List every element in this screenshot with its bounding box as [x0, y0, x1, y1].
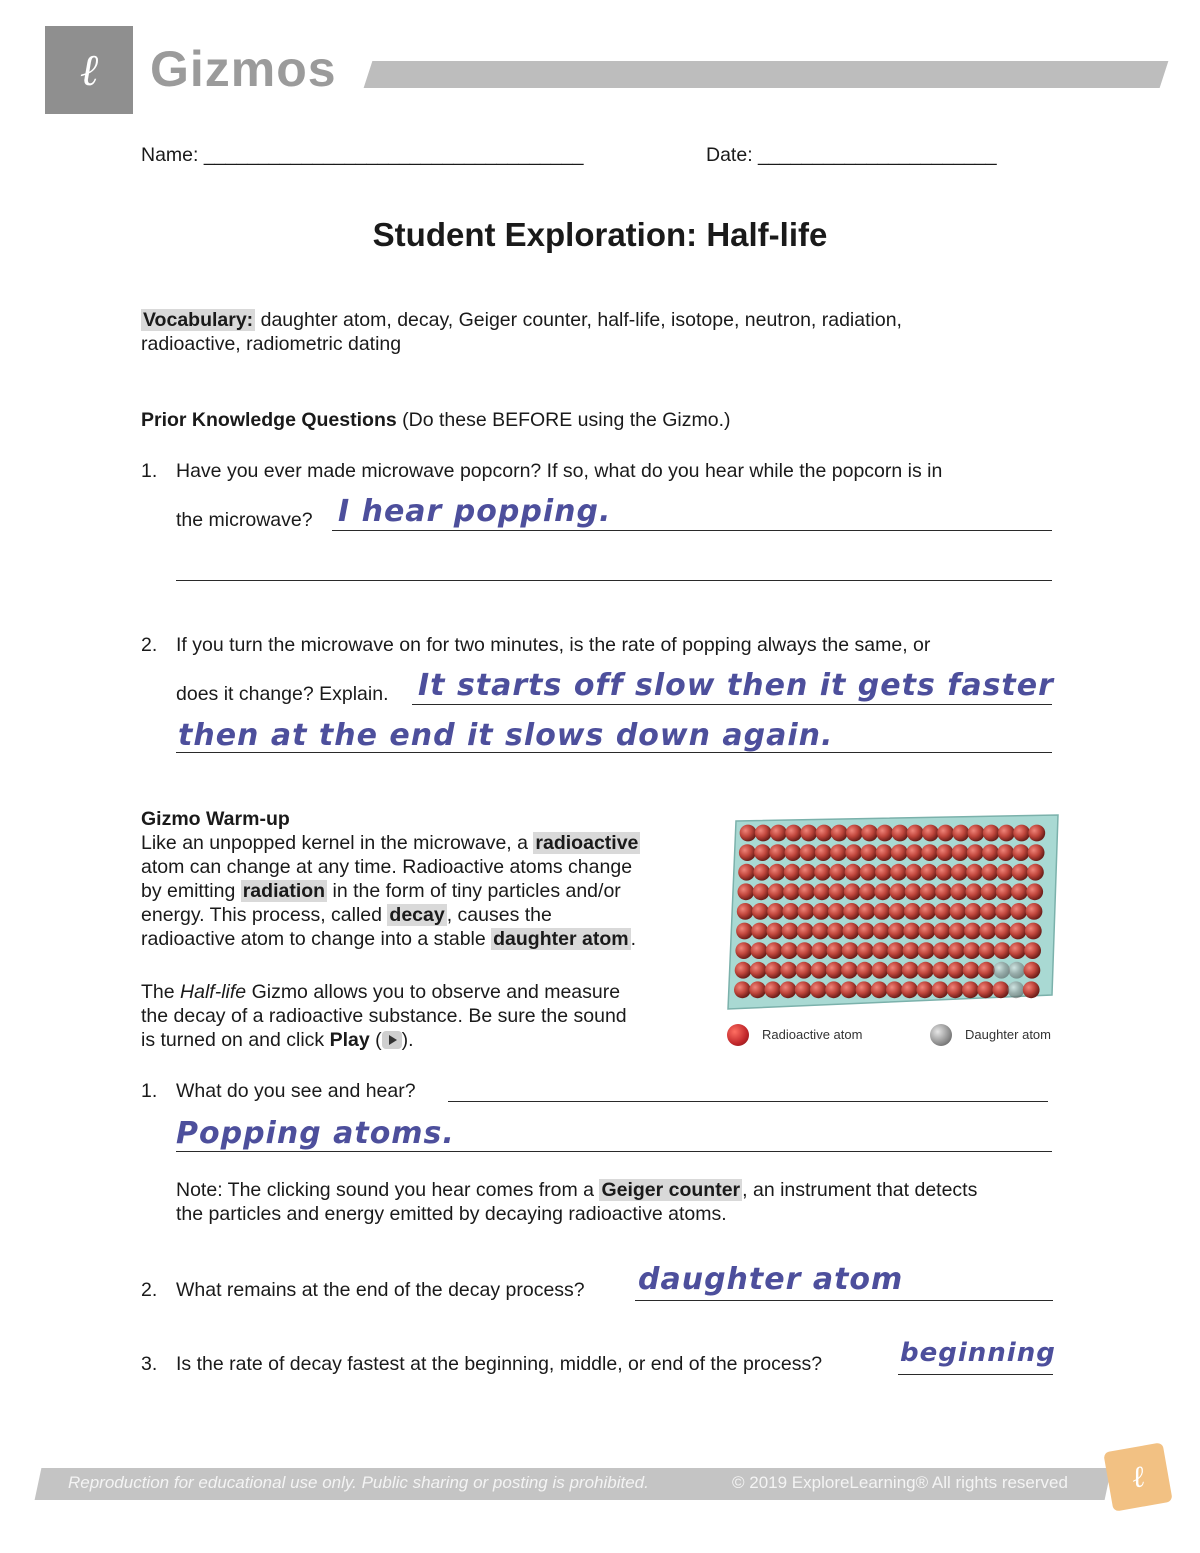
- radioactive-atom: [992, 981, 1009, 998]
- radioactive-atom: [892, 825, 909, 842]
- radioactive-atom: [856, 981, 873, 998]
- radioactive-atom: [978, 962, 995, 979]
- radioactive-atom: [950, 903, 967, 920]
- radioactive-atom: [799, 864, 816, 881]
- warmup-p1-e: energy. This process, called: [141, 904, 382, 926]
- note-b: , an instrument that detects: [742, 1179, 978, 1201]
- gizmo-name: Half-life: [180, 981, 247, 1003]
- radioactive-atom-legend-icon: [727, 1024, 749, 1046]
- radioactive-atom: [737, 903, 754, 920]
- radioactive-atom: [735, 962, 752, 979]
- radioactive-atom: [916, 981, 933, 998]
- radioactive-atom: [871, 981, 888, 998]
- play-label: Play: [329, 1029, 370, 1051]
- radioactive-atom: [770, 825, 787, 842]
- radioactive-atom: [752, 903, 769, 920]
- radioactive-atom: [918, 942, 935, 959]
- radioactive-atom: [861, 825, 878, 842]
- radioactive-atom: [1009, 942, 1026, 959]
- radioactive-atom: [766, 942, 783, 959]
- radioactive-atom: [768, 883, 785, 900]
- warmup-q3-text: Is the rate of decay fastest at the beginning, middle, or end of the process?: [176, 1353, 823, 1375]
- warmup-p2-a: The: [141, 981, 175, 1003]
- radioactive-atom: [919, 923, 936, 940]
- radioactive-atom: [995, 903, 1012, 920]
- radioactive-atom: [875, 864, 892, 881]
- radioactive-atom: [797, 923, 814, 940]
- radioactive-atom: [1011, 883, 1028, 900]
- radioactive-atom: [907, 825, 924, 842]
- radioactive-atom: [967, 844, 984, 861]
- radioactive-atom: [888, 923, 905, 940]
- radioactive-atom: [873, 923, 890, 940]
- radioactive-atom: [937, 825, 954, 842]
- radioactive-atom: [980, 903, 997, 920]
- warmup-p1-d: in the form of tiny particles and/or: [332, 880, 621, 902]
- radioactive-atom: [738, 864, 755, 881]
- radioactive-atom: [997, 844, 1014, 861]
- radioactive-atom: [995, 923, 1012, 940]
- radioactive-atom: [1028, 844, 1045, 861]
- term-radioactive: radioactive: [535, 832, 639, 854]
- radioactive-atom: [780, 962, 797, 979]
- radioactive-atom: [831, 825, 848, 842]
- prior-q1-text: Have you ever made microwave popcorn? If so, what do you hear while the popcorn is in: [176, 460, 943, 482]
- radioactive-atom: [934, 903, 951, 920]
- radioactive-atom: [905, 864, 922, 881]
- radioactive-atom: [1010, 923, 1027, 940]
- radioactive-atom: [948, 942, 965, 959]
- radioactive-atom: [968, 825, 985, 842]
- radioactive-atom: [858, 903, 875, 920]
- radioactive-atom: [901, 981, 918, 998]
- radioactive-atom: [765, 962, 782, 979]
- paren-open: (: [375, 1029, 382, 1051]
- radioactive-atom: [845, 844, 862, 861]
- name-label: Name:: [141, 144, 199, 166]
- radioactive-atom: [754, 844, 771, 861]
- radioactive-atom: [769, 844, 786, 861]
- warmup-q2-answer[interactable]: daughter atom: [638, 1262, 904, 1297]
- warmup-p2-c: the decay of a radioactive substance. Be sure the sound: [141, 1005, 627, 1027]
- warmup-q1-text: What do you see and hear?: [176, 1080, 416, 1102]
- radioactive-atom: [856, 962, 873, 979]
- radioactive-atom: [795, 981, 812, 998]
- radioactive-atom: [981, 864, 998, 881]
- prior-q1-prefix: the microwave?: [176, 509, 313, 531]
- radioactive-atom: [783, 883, 800, 900]
- radioactive-atom: [844, 883, 861, 900]
- radioactive-atom: [983, 825, 1000, 842]
- radioactive-atom: [858, 923, 875, 940]
- radioactive-atom: [753, 864, 770, 881]
- radioactive-atom: [933, 942, 950, 959]
- radioactive-atom: [1024, 962, 1041, 979]
- play-icon[interactable]: [382, 1031, 402, 1049]
- radioactive-atom: [920, 883, 937, 900]
- geiger-note: [176, 1178, 1066, 1226]
- radioactive-atom: [906, 844, 923, 861]
- radioactive-atom: [932, 962, 949, 979]
- radioactive-atom: [994, 942, 1011, 959]
- vocabulary-label: Vocabulary:: [143, 309, 254, 331]
- page-title: Student Exploration: Half-life: [372, 216, 828, 253]
- radioactive-atom: [860, 864, 877, 881]
- radioactive-atom: [814, 883, 831, 900]
- radioactive-atom: [966, 883, 983, 900]
- radioactive-atom: [861, 844, 878, 861]
- prior-q2-text: If you turn the microwave on for two minutes, is the rate of popping always the same, or: [176, 634, 931, 656]
- radioactive-atom: [840, 981, 857, 998]
- legend-daughter-label: Daughter atom: [965, 1027, 1051, 1042]
- radioactive-atom: [811, 942, 828, 959]
- radioactive-atom: [977, 981, 994, 998]
- warmup-q2-line: [635, 1300, 1053, 1301]
- radioactive-atom: [921, 844, 938, 861]
- prior-q2-answer-2[interactable]: then at the end it slows down again.: [178, 718, 834, 753]
- atom-grid-image: [726, 813, 1060, 1013]
- date-row: [706, 143, 997, 167]
- radioactive-atom: [951, 864, 968, 881]
- warmup-q3-answer[interactable]: beginning: [900, 1338, 1056, 1368]
- warmup-p2: [141, 980, 701, 1052]
- vocabulary-line2: radioactive, radiometric dating: [141, 333, 402, 355]
- radioactive-atom: [979, 942, 996, 959]
- date-label: Date:: [706, 144, 753, 166]
- radioactive-atom: [887, 962, 904, 979]
- radioactive-atom: [952, 844, 969, 861]
- date-line: ______________________: [758, 144, 997, 166]
- radioactive-atom: [932, 981, 949, 998]
- radioactive-atom: [828, 903, 845, 920]
- term-decay: decay: [389, 904, 445, 926]
- daughter-atom: [1008, 962, 1025, 979]
- prior-q1-answer-line: [332, 530, 1052, 531]
- radioactive-atom: [784, 864, 801, 881]
- term-daughter-atom: daughter atom: [493, 928, 629, 950]
- radioactive-atom: [1028, 825, 1045, 842]
- radioactive-atom: [1012, 864, 1029, 881]
- radioactive-atom: [1024, 942, 1041, 959]
- radioactive-atom: [782, 903, 799, 920]
- radioactive-atom: [825, 981, 842, 998]
- radioactive-atom: [857, 942, 874, 959]
- radioactive-atom: [996, 883, 1013, 900]
- name-row: [141, 143, 583, 167]
- warmup-p1-g: radioactive atom to change into a stable: [141, 928, 486, 950]
- radioactive-atom: [963, 962, 980, 979]
- radioactive-atom: [812, 923, 829, 940]
- radioactive-atom: [947, 981, 964, 998]
- radioactive-atom: [1026, 903, 1043, 920]
- warmup-p1-f: , causes the: [446, 904, 552, 926]
- radioactive-atom: [785, 825, 802, 842]
- warmup-q1-answer[interactable]: Popping atoms.: [176, 1116, 455, 1151]
- radioactive-atom: [934, 923, 951, 940]
- radioactive-atom: [816, 825, 833, 842]
- radioactive-atom: [749, 981, 766, 998]
- radioactive-atom: [740, 825, 757, 842]
- radioactive-atom: [874, 883, 891, 900]
- radioactive-atom: [810, 981, 827, 998]
- radioactive-atom: [905, 883, 922, 900]
- radioactive-atom: [964, 923, 981, 940]
- explorelearning-logo: ℓ: [45, 26, 133, 114]
- vocabulary: [141, 308, 1061, 356]
- radioactive-atom: [948, 962, 965, 979]
- term-radiation: radiation: [242, 880, 326, 902]
- prior-q1-answer-line2: [176, 580, 1052, 581]
- radioactive-atom: [780, 981, 797, 998]
- radioactive-atom: [891, 844, 908, 861]
- radioactive-atom: [843, 923, 860, 940]
- radioactive-atom: [903, 942, 920, 959]
- radioactive-atom: [936, 864, 953, 881]
- warmup-q3-number: 3.: [141, 1353, 158, 1375]
- radioactive-atom: [841, 962, 858, 979]
- radioactive-atom: [890, 864, 907, 881]
- legend-radioactive-label: Radioactive atom: [762, 1027, 863, 1042]
- radioactive-atom: [800, 844, 817, 861]
- radioactive-atom: [827, 923, 844, 940]
- radioactive-atom: [965, 903, 982, 920]
- radioactive-atom: [751, 942, 768, 959]
- radioactive-atom: [952, 825, 969, 842]
- radioactive-atom: [949, 923, 966, 940]
- radioactive-atom: [829, 864, 846, 881]
- radioactive-atom: [872, 942, 889, 959]
- radioactive-atom: [753, 883, 770, 900]
- radioactive-atom: [917, 962, 934, 979]
- atom-grid: [734, 825, 1045, 999]
- warmup-q3-line: [898, 1374, 1053, 1375]
- header-bar: [364, 61, 1169, 88]
- warmup-p1-a: Like an unpopped kernel in the microwave, a: [141, 832, 528, 854]
- radioactive-atom: [785, 844, 802, 861]
- radioactive-atom: [902, 962, 919, 979]
- radioactive-atom: [886, 981, 903, 998]
- radioactive-atom: [966, 864, 983, 881]
- radioactive-atom: [750, 962, 767, 979]
- daughter-atom: [1008, 981, 1025, 998]
- radioactive-atom: [979, 923, 996, 940]
- footer-disclaimer: Reproduction for educational use only. Public sharing or posting is prohibited.: [68, 1473, 649, 1492]
- radioactive-atom: [859, 883, 876, 900]
- warmup-q1-answer-line: [176, 1151, 1052, 1152]
- radioactive-atom: [736, 923, 753, 940]
- warmup-p1-c: by emitting: [141, 880, 236, 902]
- radioactive-atom: [796, 962, 813, 979]
- prior-q2-answer-1[interactable]: It starts off slow then it gets faster: [418, 668, 1054, 703]
- radioactive-atom: [842, 942, 859, 959]
- warmup-q1-line: [448, 1101, 1048, 1102]
- warmup-p2-d: is turned on and click: [141, 1029, 325, 1051]
- radioactive-atom: [751, 923, 768, 940]
- radioactive-atom: [935, 883, 952, 900]
- warmup-p1-h: .: [630, 928, 636, 950]
- radioactive-atom: [1010, 903, 1027, 920]
- radioactive-atom: [769, 864, 786, 881]
- radioactive-atom: [1013, 825, 1030, 842]
- radioactive-atom: [874, 903, 891, 920]
- radioactive-atom: [890, 883, 907, 900]
- radioactive-atom: [962, 981, 979, 998]
- warmup-p2-b: Gizmo allows you to observe and measure: [251, 981, 621, 1003]
- radioactive-atom: [903, 923, 920, 940]
- radioactive-atom: [767, 903, 784, 920]
- radioactive-atom: [811, 962, 828, 979]
- radioactive-atom: [998, 825, 1015, 842]
- radioactive-atom: [764, 981, 781, 998]
- radioactive-atom: [922, 825, 939, 842]
- prior-q1-answer[interactable]: I hear popping.: [338, 494, 612, 529]
- radioactive-atom: [829, 883, 846, 900]
- radioactive-atom: [889, 903, 906, 920]
- prior-q2-answer-line: [412, 704, 1052, 705]
- radioactive-atom: [876, 825, 893, 842]
- radioactive-atom: [1023, 981, 1040, 998]
- radioactive-atom: [997, 864, 1014, 881]
- radioactive-atom: [1013, 844, 1030, 861]
- prior-heading-row: [141, 408, 731, 432]
- radioactive-atom: [735, 942, 752, 959]
- radioactive-atom: [1026, 883, 1043, 900]
- paren-close: ).: [401, 1029, 414, 1051]
- vocabulary-line1: daughter atom, decay, Geiger counter, half-life, isotope, neutron, radiation,: [260, 309, 902, 331]
- radioactive-atom: [981, 883, 998, 900]
- radioactive-atom: [739, 844, 756, 861]
- radioactive-atom: [830, 844, 847, 861]
- radioactive-atom: [872, 962, 889, 979]
- radioactive-atom: [796, 942, 813, 959]
- prior-q2-prefix: does it change? Explain.: [176, 683, 389, 705]
- radioactive-atom: [738, 883, 755, 900]
- radioactive-atom: [800, 825, 817, 842]
- radioactive-atom: [843, 903, 860, 920]
- radioactive-atom: [876, 844, 893, 861]
- radioactive-atom: [921, 864, 938, 881]
- warmup-p1-b: atom can change at any time. Radioactive atoms change: [141, 856, 633, 878]
- radioactive-atom: [904, 903, 921, 920]
- radioactive-atom: [755, 825, 772, 842]
- daughter-atom: [993, 962, 1010, 979]
- prior-heading: Prior Knowledge Questions: [141, 409, 397, 431]
- warmup-q1-number: 1.: [141, 1080, 158, 1102]
- radioactive-atom: [767, 923, 784, 940]
- name-line: ___________________________________: [203, 144, 584, 166]
- warmup-q2-number: 2.: [141, 1279, 158, 1301]
- radioactive-atom: [982, 844, 999, 861]
- radioactive-atom: [813, 903, 830, 920]
- prior-q1-number: 1.: [141, 460, 158, 482]
- radioactive-atom: [826, 962, 843, 979]
- radioactive-atom: [782, 923, 799, 940]
- note-c: the particles and energy emitted by decaying radioactive atoms.: [176, 1203, 727, 1225]
- footer-logo-icon: ℓ: [1103, 1442, 1173, 1512]
- radioactive-atom: [919, 903, 936, 920]
- radioactive-atom: [846, 825, 863, 842]
- radioactive-atom: [734, 981, 751, 998]
- radioactive-atom: [937, 844, 954, 861]
- note-a: Note: The clicking sound you hear comes from a: [176, 1179, 595, 1201]
- gizmos-brand: Gizmos: [150, 41, 337, 97]
- term-geiger-counter: Geiger counter: [601, 1179, 741, 1201]
- footer-copyright: © 2019 ExploreLearning® All rights reserved: [732, 1473, 1068, 1492]
- warmup-q2-text: What remains at the end of the decay process?: [176, 1279, 585, 1301]
- warmup-heading: Gizmo Warm-up: [141, 808, 290, 830]
- radioactive-atom: [815, 844, 832, 861]
- radioactive-atom: [845, 864, 862, 881]
- radioactive-atom: [798, 883, 815, 900]
- radioactive-atom: [814, 864, 831, 881]
- radioactive-atom: [963, 942, 980, 959]
- radioactive-atom: [781, 942, 798, 959]
- radioactive-atom: [1027, 864, 1044, 881]
- prior-q2-number: 2.: [141, 634, 158, 656]
- radioactive-atom: [827, 942, 844, 959]
- warmup-section: [141, 807, 701, 951]
- daughter-atom-legend-icon: [930, 1024, 952, 1046]
- radioactive-atom: [887, 942, 904, 959]
- radioactive-atom: [1025, 923, 1042, 940]
- radioactive-atom: [950, 883, 967, 900]
- prior-note: (Do these BEFORE using the Gizmo.): [402, 409, 731, 431]
- radioactive-atom: [798, 903, 815, 920]
